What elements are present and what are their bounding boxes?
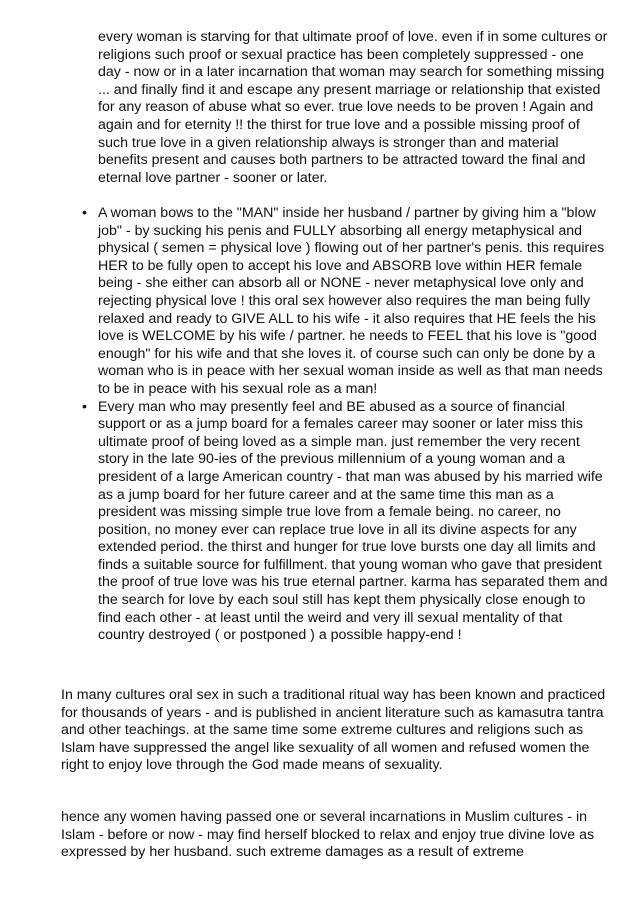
list-item — [0, 399, 610, 645]
continued-list-text: every woman is starving for that ultimate proof of love. even if in some cultures or religions such proof or sexual practice has been completely suppressed - one day - now or in a later incarnation that woman may search for something missing ... and finally find it and escape any present marriage or relationship that existed for any reason of abuse what so ever. true love needs to be proven ! Again and again and for eternity !! the thirst for true love and a possible missing proof of such true love in a given relationship always is stronger than and material benefits present and causes both partners to be attracted toward the final and eternal love partner - sooner or later. — [98, 29, 608, 186]
body-paragraph: In many cultures oral sex in such a traditional ritual way has been known and practiced for thousands of years - and is published in ancient literature such as kamasutra tantra and other teachings. at the same time some extreme cultures and religions such as Islam have suppressed the angel like sexuality of all women and refused women the right to enjoy love through the God made means of sexuality. — [61, 687, 606, 774]
list-item — [0, 205, 610, 399]
list-item-text: Every man who may presently feel and BE abused as a source of financial support or as a jump board for a females career may sooner or later miss this ultimate proof of being loved as a simple man. just remember the very recent story in the late 90-ies of the previous millennium of a young woman and a president of a large American country - that man was abused by his married wife as a jump board for her future career and at the same time this man as a president was missing simple true love from a female being. no career, no position, no money ever can replace true love in all its divine aspects for any extended period. the thirst and hunger for true love bursts one day all limits and finds a suitable source for fulfillment. that young woman who gave that president the proof of true love was his true eternal partner. karma has separated them and the search for love by each soul still has kept them physically close enough to find each other - at least until the weird and very ill sexual mentality of that country destroyed ( or postponed ) a possible happy-end ! — [98, 398, 608, 644]
bullet-marker: • — [82, 398, 87, 415]
body-paragraph: hence any women having passed one or several incarnations in Muslim cultures - in Islam - before or now - may find herself blocked to relax and enjoy true divine love as expressed by her husband. such extreme damages as a result of extreme — [61, 809, 595, 861]
list-item-text: A woman bows to the "MAN" inside her husband / partner by giving him a "blow job" - by sucking his penis and FULLY absorbing all energy metaphysical and physical ( semen = physical love ) flowing out of her partner's penis. this requires HER to be fully open to accept his love and ABSORB love within HER female being - she either can absorb all or NONE - never metaphysical love only and rejecting physical love ! this oral sex however also requires the man being fully relaxed and ready to GIVE ALL to his wife - it also requires that HE feels the his love is WELCOME by his wife / partner. he needs to FEEL that his love is "good enough" for his wife and that she loves it. of course such can only be done by a woman who is in peace with her sexual woman inside as well as that man needs to be in peace with his sexual role as a man! — [98, 205, 605, 397]
bullet-marker: • — [82, 205, 87, 221]
bullet-list — [0, 205, 638, 645]
